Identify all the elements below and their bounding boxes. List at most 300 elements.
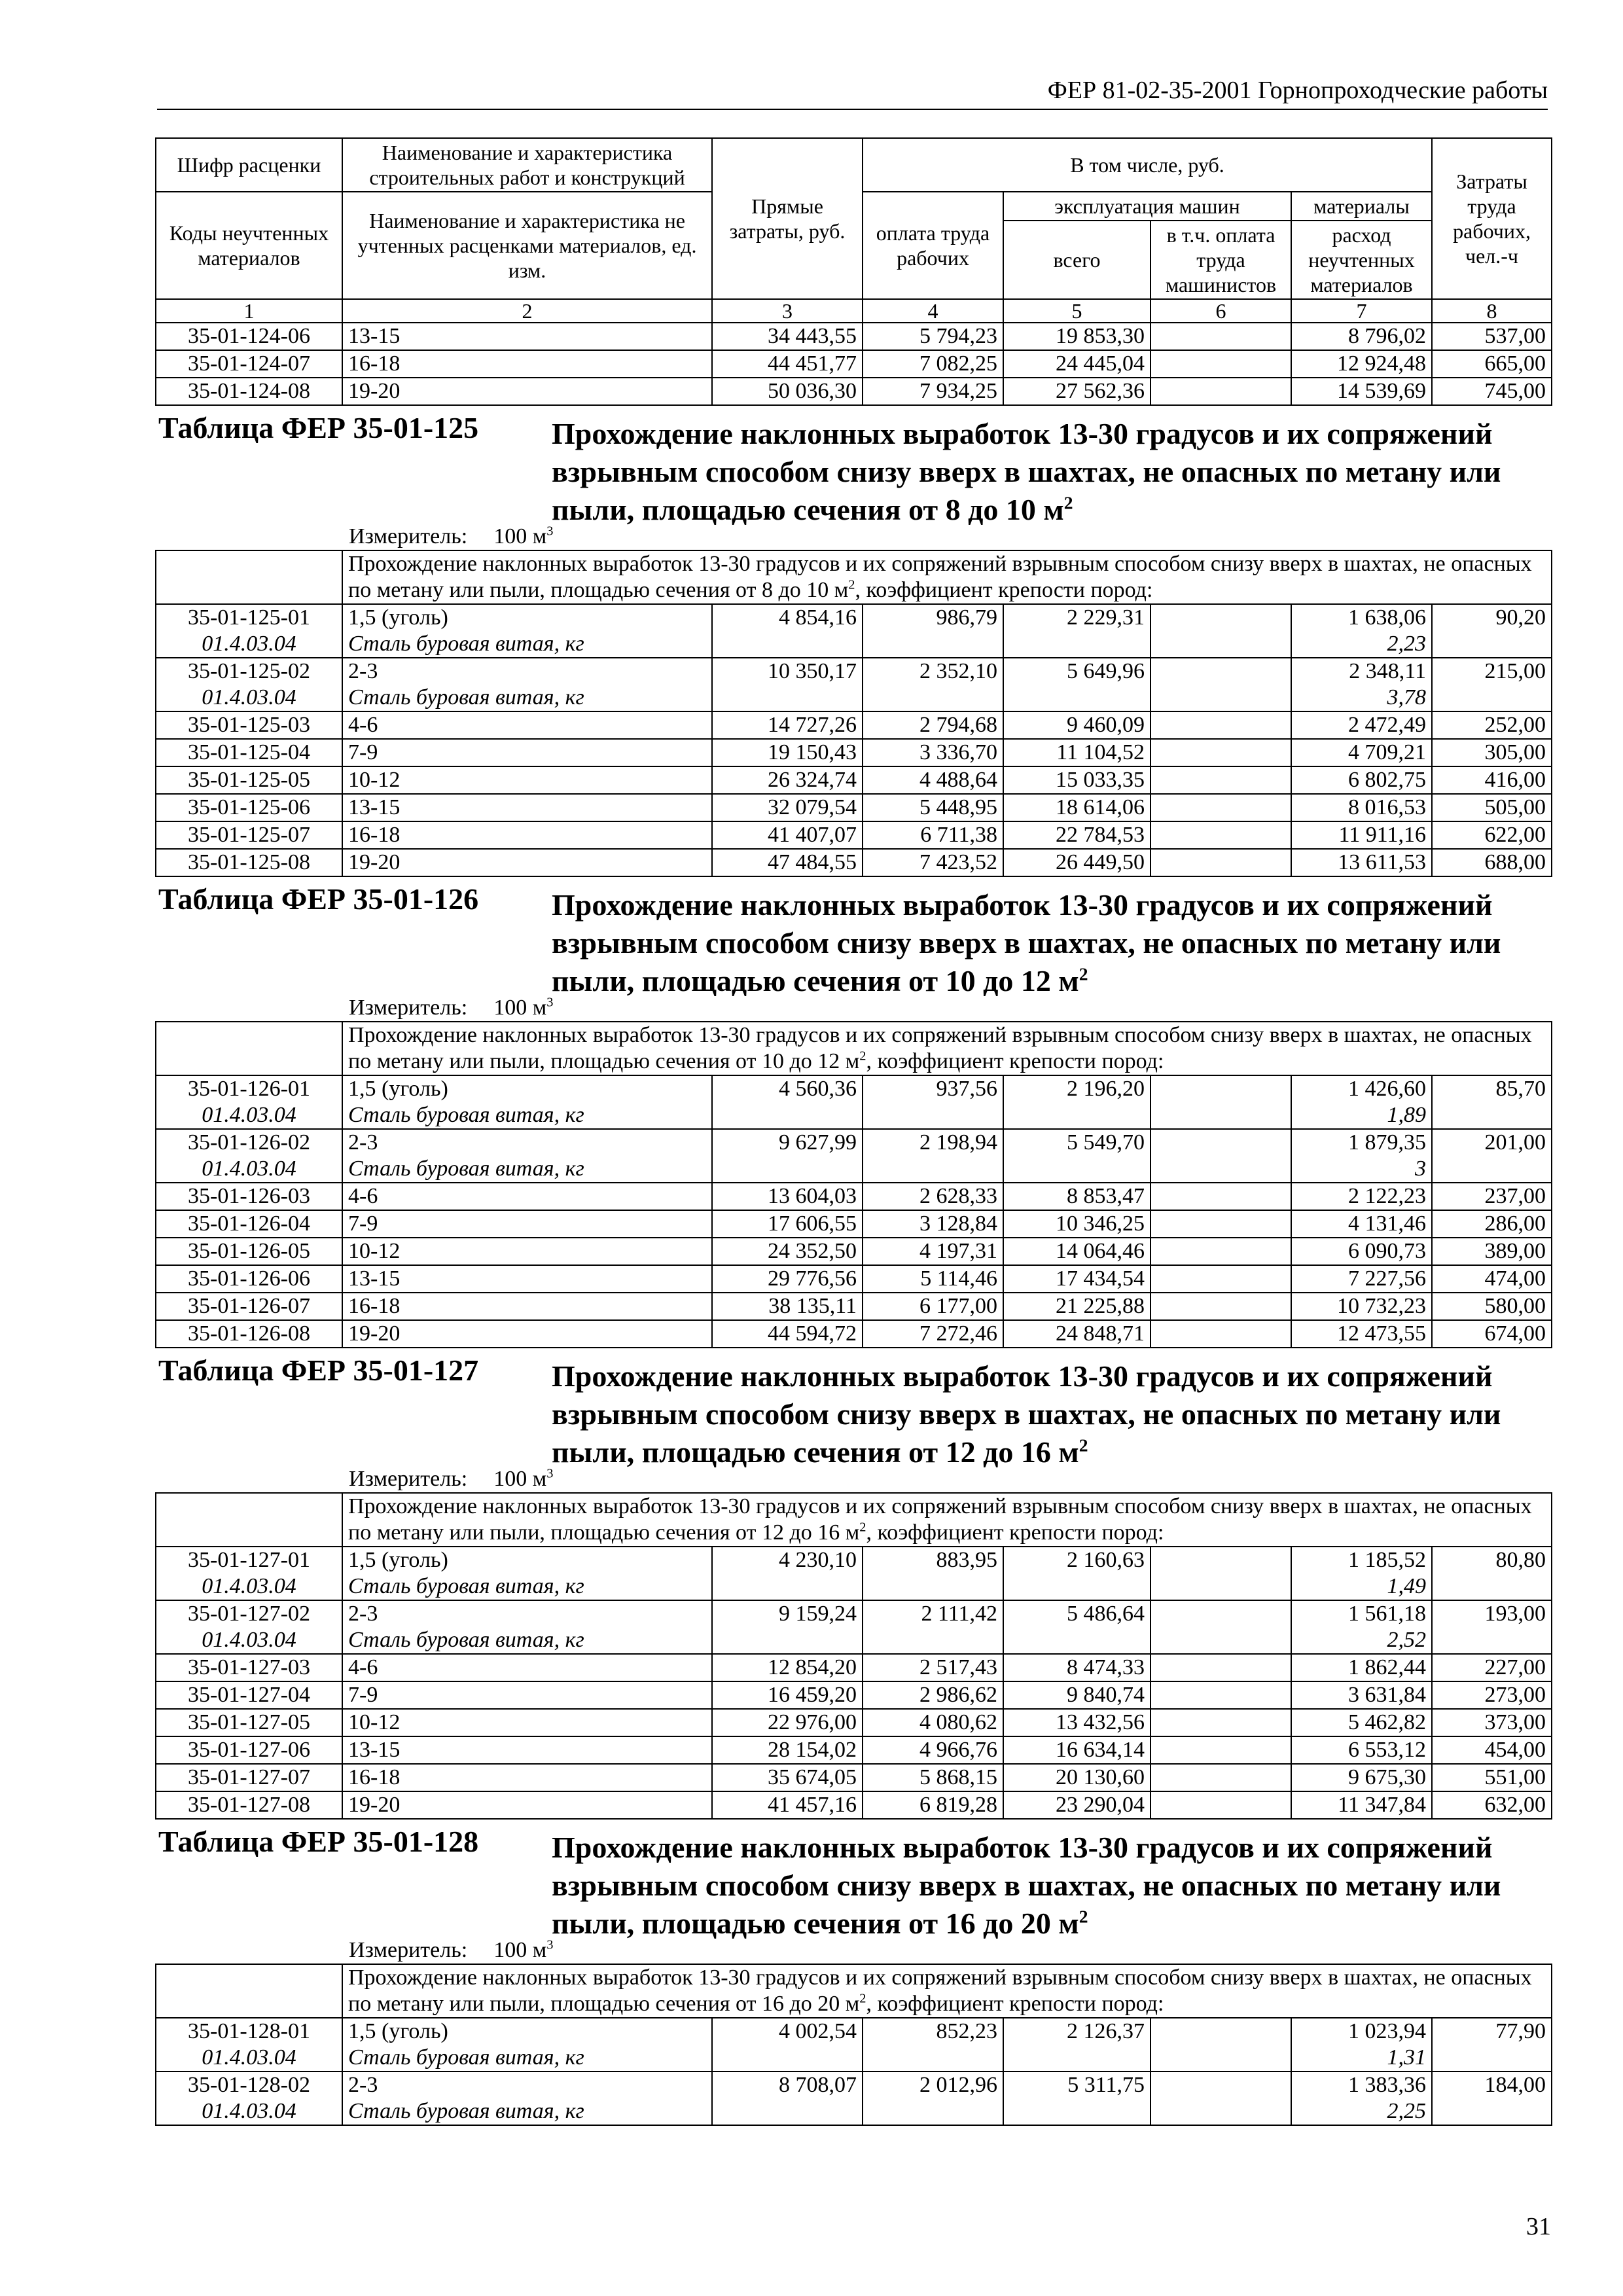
labor-hours: 551,00 [1432, 1764, 1552, 1791]
rate-code: 35-01-125-01 [156, 604, 342, 631]
rate-name: 2-3 [342, 658, 712, 685]
materials-cost: 2 472,49 [1291, 711, 1432, 739]
rate-code: 35-01-127-01 [156, 1547, 342, 1573]
machines-total: 18 614,06 [1003, 794, 1150, 821]
machines-total: 8 853,47 [1003, 1183, 1150, 1210]
materials-cost: 1 023,94 [1291, 2018, 1432, 2045]
uncounted-material-code: 01.4.03.04 [156, 2045, 342, 2072]
machines-total: 5 486,64 [1003, 1600, 1150, 1654]
table-row [156, 1129, 1552, 1156]
table-row [156, 1293, 1552, 1320]
machines-total: 2 229,31 [1003, 604, 1150, 658]
rate-name: 13-15 [342, 1265, 712, 1293]
labor-pay: 6 711,38 [863, 821, 1003, 849]
measure-value: 100 м [493, 524, 547, 548]
table-row [156, 1238, 1552, 1265]
machinists-pay [1150, 1183, 1291, 1210]
machines-total: 5 549,70 [1003, 1129, 1150, 1183]
direct-cost: 17 606,55 [712, 1210, 863, 1238]
machinists-pay [1150, 1547, 1291, 1600]
materials-cost: 2 122,23 [1291, 1183, 1432, 1210]
direct-cost: 4 560,36 [712, 1075, 863, 1129]
uncounted-material-name: Сталь буровая витая, кг [342, 1573, 712, 1600]
uncounted-material-name: Сталь буровая витая, кг [342, 2098, 712, 2125]
rate-code: 35-01-126-07 [156, 1293, 342, 1320]
rate-code: 35-01-125-05 [156, 766, 342, 794]
uncounted-material-qty: 1,89 [1291, 1102, 1432, 1129]
rate-name: 2-3 [342, 2072, 712, 2098]
description-spacer [156, 550, 342, 604]
labor-pay: 3 128,84 [863, 1210, 1003, 1238]
rate-name: 16-18 [342, 350, 712, 378]
table-title [156, 877, 1552, 1021]
machinists-pay [1150, 1600, 1291, 1654]
labor-hours: 745,00 [1432, 378, 1552, 405]
rate-code: 35-01-125-04 [156, 739, 342, 766]
measure-value: 100 м [493, 1467, 547, 1491]
materials-cost: 1 638,06 [1291, 604, 1432, 631]
labor-hours: 215,00 [1432, 658, 1552, 711]
measure-label: Измеритель: [349, 1938, 468, 1962]
th-name-uncounted: Наименование и характеристика не учтенных расценками материалов, ед. изм. [342, 192, 712, 299]
uncounted-material-qty: 2,23 [1291, 631, 1432, 658]
rate-code: 35-01-127-02 [156, 1600, 342, 1627]
table-title-cell [156, 876, 1552, 1022]
col-num: 7 [1291, 299, 1432, 323]
machinists-pay [1150, 739, 1291, 766]
materials-cost: 1 185,52 [1291, 1547, 1432, 1573]
labor-hours: 688,00 [1432, 849, 1552, 876]
table-name [552, 415, 1540, 529]
th-labor-pay: оплата труда рабочих [863, 192, 1003, 299]
description-text: Прохождение наклонных выработок 13-30 градусов и их сопряжений взрывным способом снизу вверх в шахтах, не опасных по метану или пыли, площадью сечения от 8 до 10 м [348, 552, 1532, 602]
table-row [156, 794, 1552, 821]
th-machines: эксплуатация машин [1003, 192, 1291, 221]
labor-pay: 4 197,31 [863, 1238, 1003, 1265]
uncounted-material-name: Сталь буровая витая, кг [342, 685, 712, 711]
measure [349, 995, 553, 1021]
th-materials-sub: расход неучтенных материалов [1291, 221, 1432, 299]
direct-cost: 44 594,72 [712, 1320, 863, 1348]
labor-hours: 674,00 [1432, 1320, 1552, 1348]
table-title [156, 1348, 1552, 1492]
measure-sup: 3 [546, 1937, 554, 1952]
table-title-row [156, 876, 1552, 1022]
materials-cost: 14 539,69 [1291, 378, 1432, 405]
machines-total: 2 160,63 [1003, 1547, 1150, 1600]
table-number: Таблица ФЕР 35-01-125 [158, 411, 479, 444]
table-row [156, 1791, 1552, 1819]
table-title-cell [156, 1348, 1552, 1493]
rate-code: 35-01-128-01 [156, 2018, 342, 2045]
machines-total: 16 634,14 [1003, 1736, 1150, 1764]
labor-hours: 80,80 [1432, 1547, 1552, 1600]
machines-total: 11 104,52 [1003, 739, 1150, 766]
machinists-pay [1150, 604, 1291, 658]
machinists-pay [1150, 1238, 1291, 1265]
uncounted-material-code: 01.4.03.04 [156, 2098, 342, 2125]
rate-code: 35-01-126-05 [156, 1238, 342, 1265]
materials-cost: 5 462,82 [1291, 1709, 1432, 1736]
uncounted-material-code: 01.4.03.04 [156, 631, 342, 658]
table-name-text: Прохождение наклонных выработок 13-30 градусов и их сопряжений взрывным способом снизу вверх в шахтах, не опасных по метану или пыли, площадью сечения от 16 до 20 м [552, 1831, 1501, 1940]
labor-pay: 7 934,25 [863, 378, 1003, 405]
uncounted-material-code: 01.4.03.04 [156, 1573, 342, 1600]
materials-cost: 7 227,56 [1291, 1265, 1432, 1293]
direct-cost: 28 154,02 [712, 1736, 863, 1764]
rate-name: 1,5 (уголь) [342, 1547, 712, 1573]
rate-name: 4-6 [342, 711, 712, 739]
machinists-pay [1150, 766, 1291, 794]
uncounted-material-code: 01.4.03.04 [156, 1102, 342, 1129]
table-header [156, 138, 1552, 299]
machinists-pay [1150, 711, 1291, 739]
table-body [156, 299, 1552, 2125]
labor-hours: 389,00 [1432, 1238, 1552, 1265]
direct-cost: 14 727,26 [712, 711, 863, 739]
table-name-sup: 2 [1079, 1435, 1088, 1456]
table-row [156, 1265, 1552, 1293]
table-description [342, 550, 1552, 604]
table-row [156, 1210, 1552, 1238]
direct-cost: 44 451,77 [712, 350, 863, 378]
labor-hours: 184,00 [1432, 2072, 1552, 2125]
materials-cost: 1 383,36 [1291, 2072, 1432, 2098]
direct-cost: 41 457,16 [712, 1791, 863, 1819]
col-num: 2 [342, 299, 712, 323]
machinists-pay [1150, 849, 1291, 876]
labor-hours: 286,00 [1432, 1210, 1552, 1238]
table-row [156, 658, 1552, 685]
table-description [342, 1964, 1552, 2018]
labor-pay: 7 423,52 [863, 849, 1003, 876]
description-spacer [156, 1493, 342, 1547]
labor-hours: 201,00 [1432, 1129, 1552, 1183]
machines-total: 20 130,60 [1003, 1764, 1150, 1791]
labor-pay: 4 080,62 [863, 1709, 1003, 1736]
labor-hours: 416,00 [1432, 766, 1552, 794]
direct-cost: 16 459,20 [712, 1681, 863, 1709]
table-description-row [156, 550, 1552, 604]
table-name-text: Прохождение наклонных выработок 13-30 градусов и их сопряжений взрывным способом снизу вверх в шахтах, не опасных по метану или пыли, площадью сечения от 8 до 10 м [552, 417, 1501, 526]
table-name-sup: 2 [1079, 1906, 1088, 1927]
rate-code: 35-01-127-06 [156, 1736, 342, 1764]
rate-name: 7-9 [342, 1681, 712, 1709]
direct-cost: 34 443,55 [712, 323, 863, 350]
table-row [156, 766, 1552, 794]
table-row [156, 2018, 1552, 2045]
uncounted-material-qty: 3,78 [1291, 685, 1432, 711]
labor-hours: 454,00 [1432, 1736, 1552, 1764]
machinists-pay [1150, 1736, 1291, 1764]
direct-cost: 24 352,50 [712, 1238, 863, 1265]
labor-hours: 77,90 [1432, 2018, 1552, 2072]
machines-total: 5 649,96 [1003, 658, 1150, 711]
table-number: Таблица ФЕР 35-01-128 [158, 1825, 479, 1858]
rate-code: 35-01-127-08 [156, 1791, 342, 1819]
uncounted-material-name: Сталь буровая витая, кг [342, 631, 712, 658]
rate-code: 35-01-128-02 [156, 2072, 342, 2098]
machines-total: 21 225,88 [1003, 1293, 1150, 1320]
machinists-pay [1150, 821, 1291, 849]
materials-cost: 11 911,16 [1291, 821, 1432, 849]
labor-hours: 474,00 [1432, 1265, 1552, 1293]
machinists-pay [1150, 1075, 1291, 1129]
table-title [156, 1820, 1552, 1964]
direct-cost: 13 604,03 [712, 1183, 863, 1210]
description-sup: 2 [859, 1049, 866, 1064]
direct-cost: 38 135,11 [712, 1293, 863, 1320]
labor-pay: 5 794,23 [863, 323, 1003, 350]
th-incl: В том числе, руб. [863, 138, 1432, 192]
machines-total: 2 126,37 [1003, 2018, 1150, 2072]
materials-cost: 6 553,12 [1291, 1736, 1432, 1764]
col-num: 6 [1150, 299, 1291, 323]
machinists-pay [1150, 1709, 1291, 1736]
measure-label: Измеритель: [349, 1467, 468, 1491]
rate-name: 16-18 [342, 1764, 712, 1791]
measure [349, 1937, 553, 1964]
rate-name: 1,5 (уголь) [342, 604, 712, 631]
rate-code: 35-01-125-02 [156, 658, 342, 685]
price-table [155, 137, 1552, 2126]
machinists-pay [1150, 2072, 1291, 2125]
table-row [156, 2072, 1552, 2098]
description-spacer [156, 1022, 342, 1075]
machinists-pay [1150, 1681, 1291, 1709]
labor-pay: 3 336,70 [863, 739, 1003, 766]
rate-name: 10-12 [342, 1709, 712, 1736]
materials-cost: 4 131,46 [1291, 1210, 1432, 1238]
direct-cost: 26 324,74 [712, 766, 863, 794]
machines-total: 27 562,36 [1003, 378, 1150, 405]
labor-pay: 6 177,00 [863, 1293, 1003, 1320]
description-sup: 2 [859, 1991, 866, 2006]
labor-hours: 193,00 [1432, 1600, 1552, 1654]
labor-hours: 273,00 [1432, 1681, 1552, 1709]
measure-value: 100 м [493, 1938, 547, 1962]
direct-cost: 19 150,43 [712, 739, 863, 766]
table-title-cell [156, 405, 1552, 550]
materials-cost: 8 796,02 [1291, 323, 1432, 350]
rate-code: 35-01-125-03 [156, 711, 342, 739]
table-name-text: Прохождение наклонных выработок 13-30 градусов и их сопряжений взрывным способом снизу вверх в шахтах, не опасных по метану или пыли, площадью сечения от 12 до 16 м [552, 1359, 1501, 1469]
table-title-row [156, 405, 1552, 550]
description-spacer [156, 1964, 342, 2018]
table-title [156, 406, 1552, 550]
th-labor: Затраты труда рабочих, чел.-ч [1432, 138, 1552, 299]
column-numbers-row [156, 299, 1552, 323]
description-tail: , коэффициент крепости пород: [855, 578, 1153, 602]
direct-cost: 4 230,10 [712, 1547, 863, 1600]
materials-cost: 9 675,30 [1291, 1764, 1432, 1791]
labor-pay: 4 966,76 [863, 1736, 1003, 1764]
measure [349, 524, 553, 550]
rate-code: 35-01-127-03 [156, 1654, 342, 1681]
labor-pay: 6 819,28 [863, 1791, 1003, 1819]
table-row [156, 1654, 1552, 1681]
table-row [156, 604, 1552, 631]
rate-code: 35-01-126-01 [156, 1075, 342, 1102]
rate-code: 35-01-124-06 [156, 323, 342, 350]
page-number: 31 [1526, 2213, 1551, 2240]
th-name: Наименование и характеристика строительных работ и конструкций [342, 138, 712, 192]
rate-name: 4-6 [342, 1183, 712, 1210]
col-num: 5 [1003, 299, 1150, 323]
table-title-cell [156, 1819, 1552, 1964]
uncounted-material-name: Сталь буровая витая, кг [342, 1627, 712, 1654]
machinists-pay [1150, 1293, 1291, 1320]
rate-code: 35-01-127-05 [156, 1709, 342, 1736]
labor-hours: 90,20 [1432, 604, 1552, 658]
rate-code: 35-01-124-07 [156, 350, 342, 378]
rate-code: 35-01-126-02 [156, 1129, 342, 1156]
labor-hours: 85,70 [1432, 1075, 1552, 1129]
machines-total: 13 432,56 [1003, 1709, 1150, 1736]
th-codes-uncounted: Коды неучтенных материалов [156, 192, 342, 299]
table-row [156, 378, 1552, 405]
table-row [156, 1320, 1552, 1348]
table-description-row [156, 1493, 1552, 1547]
table-name [552, 1829, 1540, 1943]
direct-cost: 4 854,16 [712, 604, 863, 658]
table-row [156, 323, 1552, 350]
labor-pay: 2 794,68 [863, 711, 1003, 739]
th-code: Шифр расценки [156, 138, 342, 192]
machines-total: 5 311,75 [1003, 2072, 1150, 2125]
labor-hours: 580,00 [1432, 1293, 1552, 1320]
materials-cost: 6 802,75 [1291, 766, 1432, 794]
uncounted-material-name: Сталь буровая витая, кг [342, 1156, 712, 1183]
materials-cost: 3 631,84 [1291, 1681, 1432, 1709]
uncounted-material-qty: 1,31 [1291, 2045, 1432, 2072]
rate-code: 35-01-126-08 [156, 1320, 342, 1348]
table-description-row [156, 1022, 1552, 1075]
labor-pay: 937,56 [863, 1075, 1003, 1129]
materials-cost: 6 090,73 [1291, 1238, 1432, 1265]
rate-name: 19-20 [342, 849, 712, 876]
uncounted-material-qty: 1,49 [1291, 1573, 1432, 1600]
rate-name: 7-9 [342, 739, 712, 766]
th-machines-total: всего [1003, 221, 1150, 299]
measure-sup: 3 [546, 524, 554, 539]
price-table-container [155, 137, 1551, 2126]
labor-pay: 852,23 [863, 2018, 1003, 2072]
materials-cost: 11 347,84 [1291, 1791, 1432, 1819]
rate-name: 16-18 [342, 821, 712, 849]
labor-hours: 632,00 [1432, 1791, 1552, 1819]
machinists-pay [1150, 1764, 1291, 1791]
labor-hours: 665,00 [1432, 350, 1552, 378]
labor-hours: 373,00 [1432, 1709, 1552, 1736]
col-num: 1 [156, 299, 342, 323]
labor-pay: 4 488,64 [863, 766, 1003, 794]
rate-name: 1,5 (уголь) [342, 2018, 712, 2045]
table-row [156, 1709, 1552, 1736]
direct-cost: 50 036,30 [712, 378, 863, 405]
table-row [156, 739, 1552, 766]
uncounted-material-name: Сталь буровая витая, кг [342, 2045, 712, 2072]
materials-cost: 10 732,23 [1291, 1293, 1432, 1320]
measure [349, 1466, 553, 1492]
table-name [552, 886, 1540, 1000]
materials-cost: 1 862,44 [1291, 1654, 1432, 1681]
machines-total: 8 474,33 [1003, 1654, 1150, 1681]
labor-pay: 2 517,43 [863, 1654, 1003, 1681]
direct-cost: 10 350,17 [712, 658, 863, 711]
machinists-pay [1150, 794, 1291, 821]
rate-name: 13-15 [342, 794, 712, 821]
col-num: 4 [863, 299, 1003, 323]
table-name-sup: 2 [1063, 492, 1073, 513]
machines-total: 17 434,54 [1003, 1265, 1150, 1293]
rate-code: 35-01-126-04 [156, 1210, 342, 1238]
table-description [342, 1022, 1552, 1075]
description-tail: , коэффициент крепости пород: [866, 1520, 1164, 1545]
machinists-pay [1150, 378, 1291, 405]
machines-total: 15 033,35 [1003, 766, 1150, 794]
machines-total: 22 784,53 [1003, 821, 1150, 849]
description-text: Прохождение наклонных выработок 13-30 градусов и их сопряжений взрывным способом снизу вверх в шахтах, не опасных по метану или пыли, площадью сечения от 10 до 12 м [348, 1023, 1532, 1073]
direct-cost: 32 079,54 [712, 794, 863, 821]
machines-total: 9 840,74 [1003, 1681, 1150, 1709]
rate-code: 35-01-125-08 [156, 849, 342, 876]
measure-label: Измеритель: [349, 524, 468, 548]
machines-total: 2 196,20 [1003, 1075, 1150, 1129]
machinists-pay [1150, 2018, 1291, 2072]
rate-code: 35-01-124-08 [156, 378, 342, 405]
direct-cost: 12 854,20 [712, 1654, 863, 1681]
description-tail: , коэффициент крепости пород: [866, 1992, 1164, 2016]
labor-pay: 7 272,46 [863, 1320, 1003, 1348]
direct-cost: 29 776,56 [712, 1265, 863, 1293]
uncounted-material-code: 01.4.03.04 [156, 1627, 342, 1654]
rate-code: 35-01-125-06 [156, 794, 342, 821]
rate-code: 35-01-127-07 [156, 1764, 342, 1791]
th-direct: Прямые затраты, руб. [712, 138, 863, 299]
machinists-pay [1150, 1129, 1291, 1183]
labor-hours: 305,00 [1432, 739, 1552, 766]
labor-pay: 5 448,95 [863, 794, 1003, 821]
labor-hours: 237,00 [1432, 1183, 1552, 1210]
rate-code: 35-01-126-03 [156, 1183, 342, 1210]
machines-total: 9 460,09 [1003, 711, 1150, 739]
table-row [156, 350, 1552, 378]
rate-name: 1,5 (уголь) [342, 1075, 712, 1102]
table-row [156, 849, 1552, 876]
materials-cost: 1 426,60 [1291, 1075, 1432, 1102]
table-row [156, 1183, 1552, 1210]
labor-pay: 2 628,33 [863, 1183, 1003, 1210]
uncounted-material-qty: 2,25 [1291, 2098, 1432, 2125]
labor-pay: 2 012,96 [863, 2072, 1003, 2125]
labor-pay: 2 111,42 [863, 1600, 1003, 1654]
table-title-row [156, 1348, 1552, 1493]
machinists-pay [1150, 658, 1291, 711]
materials-cost: 1 561,18 [1291, 1600, 1432, 1627]
table-row [156, 821, 1552, 849]
materials-cost: 4 709,21 [1291, 739, 1432, 766]
table-row [156, 1600, 1552, 1627]
direct-cost: 41 407,07 [712, 821, 863, 849]
rate-code: 35-01-126-06 [156, 1265, 342, 1293]
direct-cost: 4 002,54 [712, 2018, 863, 2072]
machines-total: 19 853,30 [1003, 323, 1150, 350]
measure-label: Измеритель: [349, 996, 468, 1020]
materials-cost: 12 473,55 [1291, 1320, 1432, 1348]
table-row [156, 1736, 1552, 1764]
rate-name: 13-15 [342, 323, 712, 350]
